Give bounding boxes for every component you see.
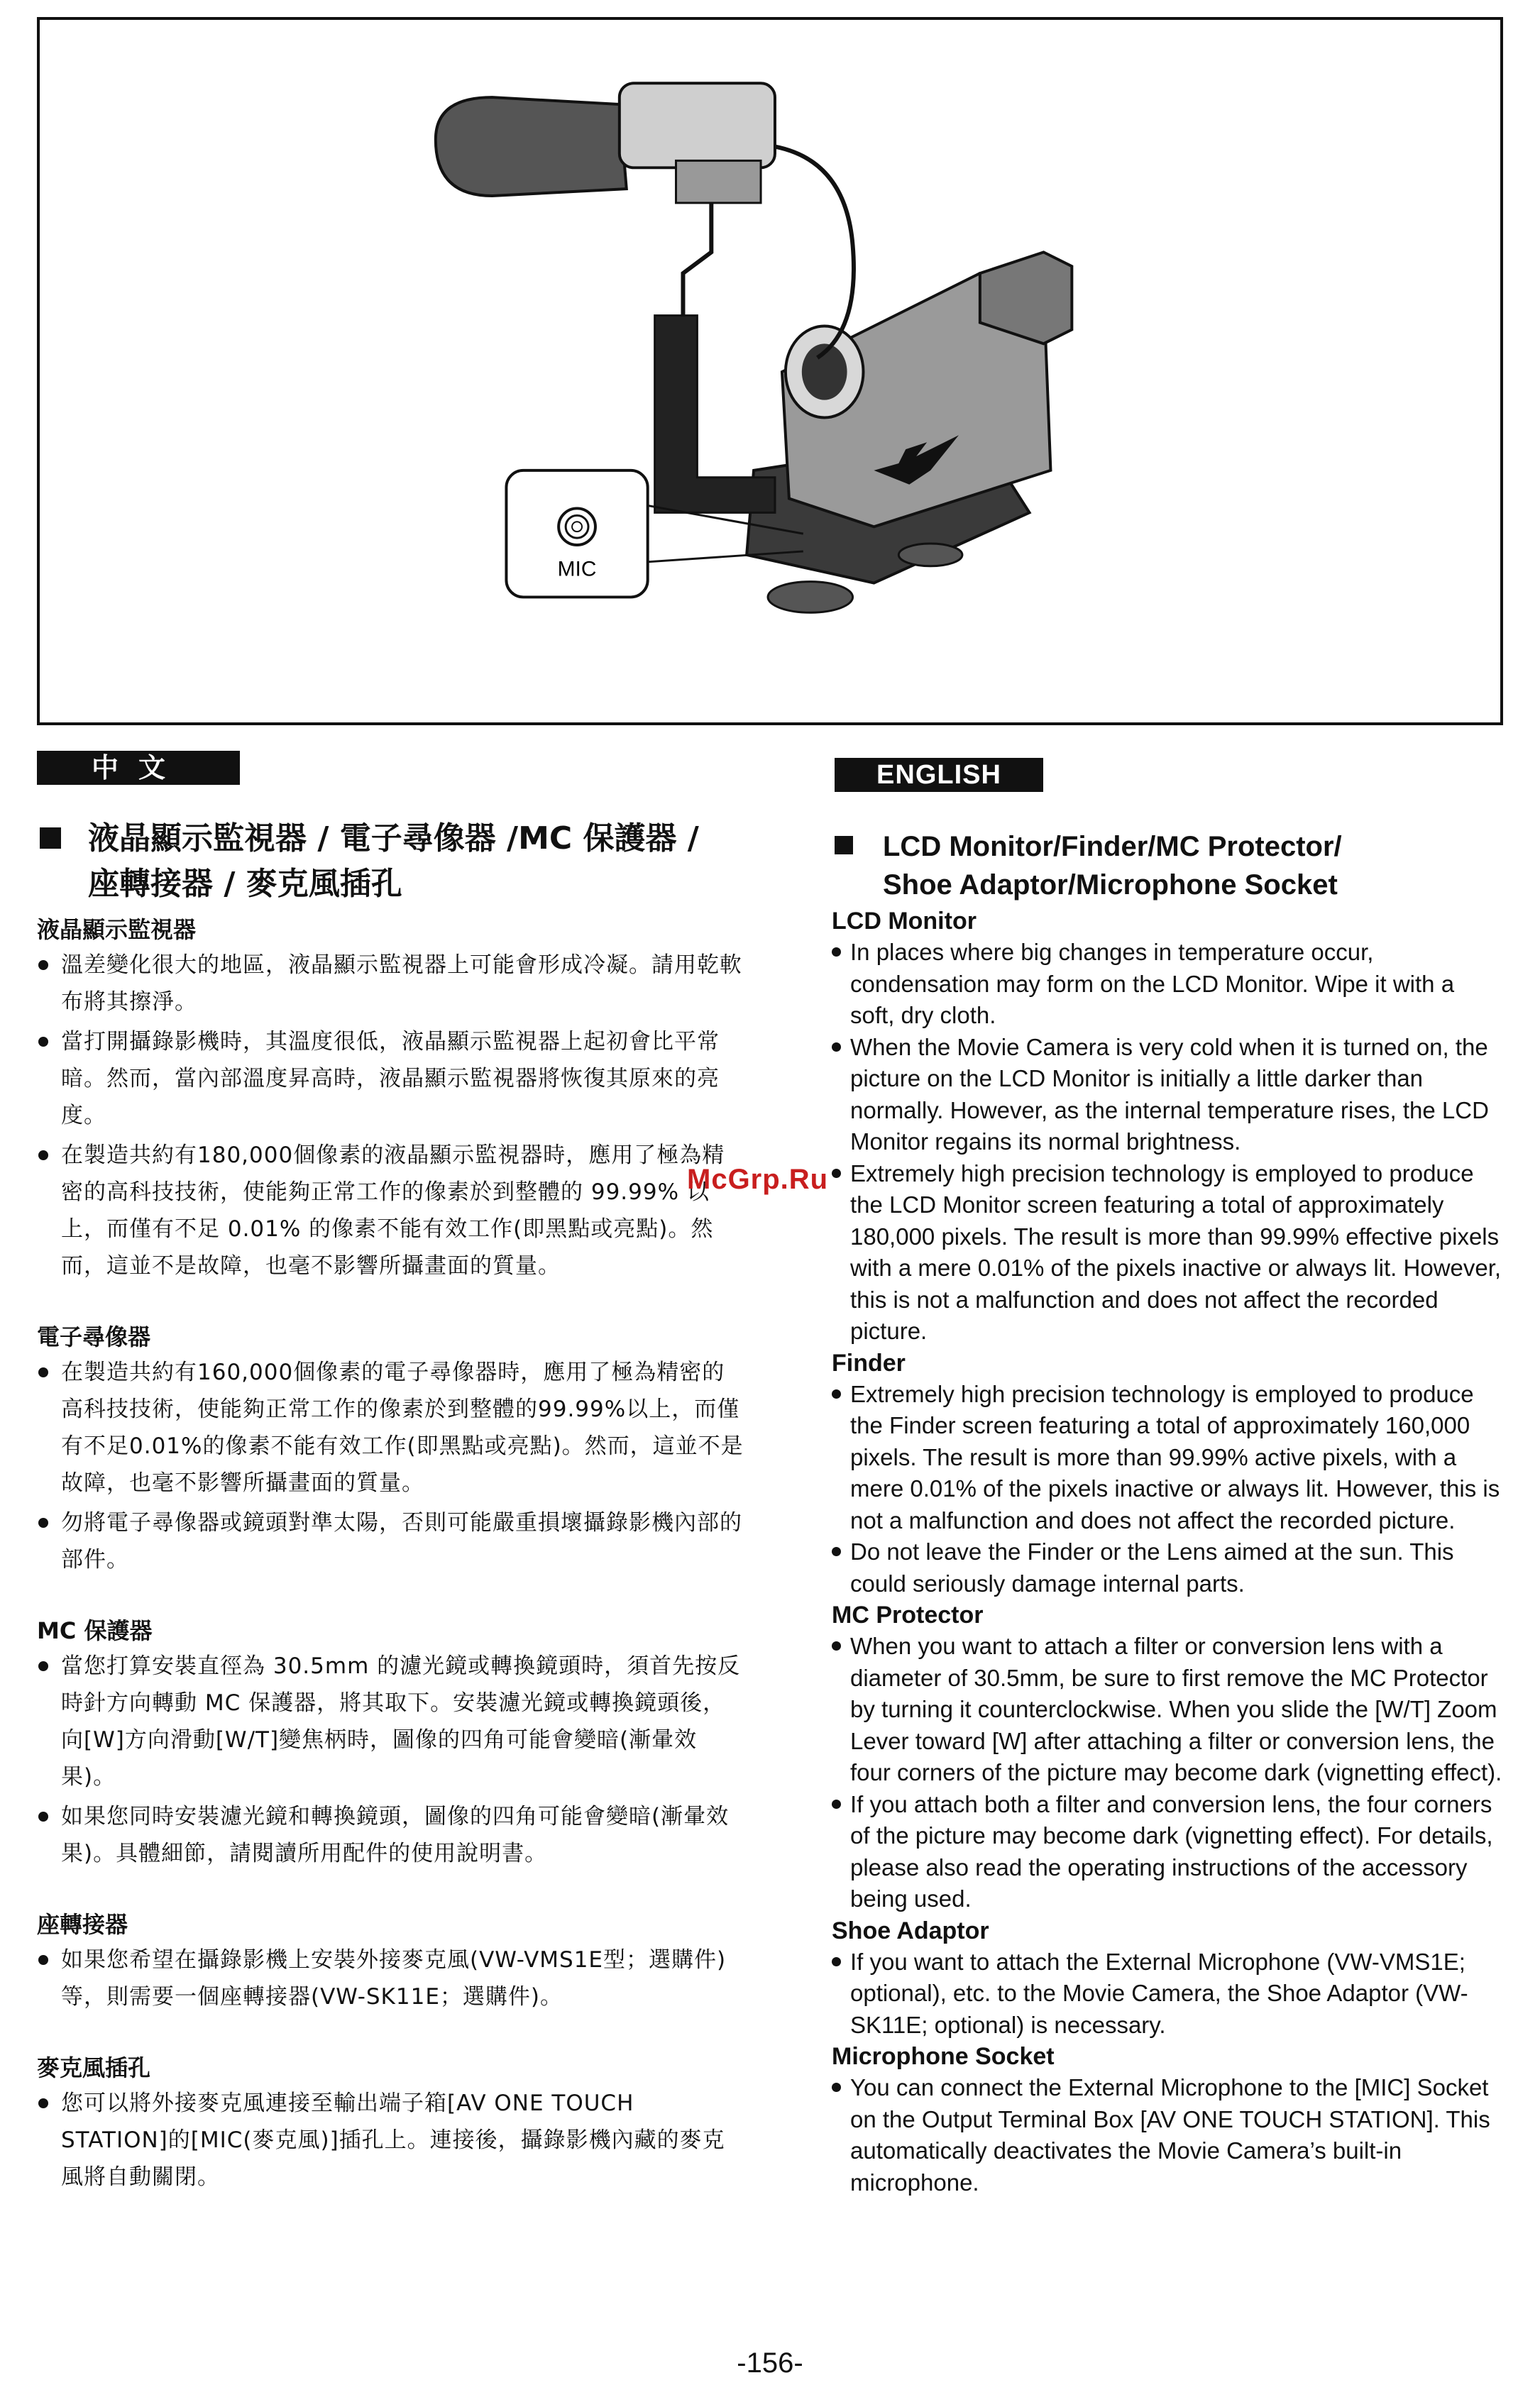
mic-callout-label: MIC (557, 557, 597, 581)
list-item: Extremely high precision technology is employed to produce the LCD Monitor screen featuring a total of approximately 180,000 pixels. The result is more than 99.99% effective pixels with a mere 0.01% of the pixels inactive or always lit. However, this is not a malfunction and does not affect the recorded picture. (832, 1158, 1505, 1348)
chinese-title-line-2: 座轉接器 / 麥克風插孔 (88, 866, 402, 902)
list-item: 如果您同時安裝濾光鏡和轉換鏡頭，圖像的四角可能會變暗(漸暈效果)。具體細節，請閱讀所用配件的使用說明書。 (37, 1798, 747, 1872)
square-bullet-icon (835, 836, 853, 854)
bullet-dot-icon (38, 1367, 48, 1377)
chinese-title-line-1: 液晶顯示監視器 / 電子尋像器 /MC 保護器 / (88, 820, 699, 857)
bullet-dot-icon (832, 1957, 841, 1966)
list-item: In places where big changes in temperature occur, condensation may form on the LCD Monitor. Wipe it with a soft, dry cloth. (832, 937, 1505, 1032)
bullet-dot-icon (832, 2083, 841, 2092)
en-section-heading: LCD Monitor (832, 908, 977, 935)
bullet-dot-icon (832, 1389, 841, 1399)
english-column (832, 827, 1505, 2198)
list-item: Extremely high precision technology is employed to produce the Finder screen featuring a total of approximately 160,000 pixels. The result is more than 99.99% active pixels, with a mere 0.01% of the pixels inactive or always lit. However, this is not a malfunction and does not affect the recorded picture. (832, 1379, 1505, 1537)
list-item: 在製造共約有160,000個像素的電子尋像器時，應用了極為精密的高科技技術，使能夠正常工作的像素於到整體的99.99%以上，而僅有不足0.01%的像素不能有效工作(即黑點或亮點)。然而，這並不是故障，也毫不影響所攝畫面的質量。 (37, 1354, 747, 1502)
bullet-dot-icon (832, 1547, 841, 1556)
zh-section-heading: 座轉接器 (37, 1911, 128, 1938)
english-language-tab: ENGLISH (835, 758, 1043, 792)
watermark: McGrp.Ru (687, 1164, 829, 1195)
list-item: 勿將電子尋像器或鏡頭對準太陽，否則可能嚴重損壞攝錄影機內部的部件。 (37, 1504, 747, 1578)
zh-section-heading: 電子尋像器 (37, 1323, 151, 1350)
list-item: 溫差變化很大的地區，液晶顯示監視器上可能會形成冷凝。請用乾軟布將其擦淨。 (37, 947, 747, 1020)
chinese-language-tab: 中文 (37, 751, 240, 785)
en-section-heading: Shoe Adaptor (832, 1917, 989, 1944)
bullet-dot-icon (38, 1150, 48, 1160)
list-item: 當您打算安裝直徑為 30.5mm 的濾光鏡或轉換鏡頭時，須首先按反時針方向轉動 MC 保護器，將其取下。安裝濾光鏡或轉換鏡頭後，向[W]方向滑動[W/T]變焦柄時，圖像的四角可能會變暗(漸暈效果)。 (37, 1648, 747, 1795)
zh-section-heading: 液晶顯示監視器 (37, 916, 197, 943)
bullet-dot-icon (832, 1169, 841, 1178)
english-title-line-1: LCD Monitor/Finder/MC Protector/ (883, 831, 1342, 862)
bullet-dot-icon (832, 1042, 841, 1052)
bullet-dot-icon (38, 2098, 48, 2108)
list-item: You can connect the External Microphone to the [MIC] Socket on the Output Terminal Box [AV ONE TOUCH STATION]. This automatically deactivates the Movie Camera’s built-in microphone. (832, 2072, 1505, 2198)
bullet-dot-icon (38, 1518, 48, 1528)
list-item: 您可以將外接麥克風連接至輸出端子箱[AV ONE TOUCH STATION]的[MIC(麥克風)]插孔上。連接後，攝錄影機內藏的麥克風將自動關閉。 (37, 2085, 747, 2196)
english-main-title (832, 827, 1505, 904)
zh-section-heading: 麥克風插孔 (37, 2054, 151, 2081)
chinese-column (37, 816, 747, 2198)
chinese-main-title (37, 816, 747, 907)
english-title-line-2: Shoe Adaptor/Microphone Socket (883, 869, 1338, 901)
zh-section-heading: MC 保護器 (37, 1617, 153, 1644)
bullet-dot-icon (832, 947, 841, 957)
figure-box (37, 17, 1503, 725)
en-section-heading: Microphone Socket (832, 2043, 1055, 2070)
en-section-heading: MC Protector (832, 1602, 984, 1629)
list-item: Do not leave the Finder or the Lens aimed at the sun. This could seriously damage internal parts. (832, 1536, 1505, 1599)
list-item: 當打開攝錄影機時，其溫度很低，液晶顯示監視器上起初會比平常暗。然而，當內部溫度昇高時，液晶顯示監視器將恢復其原來的亮度。 (37, 1023, 747, 1134)
square-bullet-icon (40, 827, 61, 849)
list-item: If you want to attach the External Microphone (VW-VMS1E; optional), etc. to the Movie Camera, the Shoe Adaptor (VW-SK11E; optional) is necessary. (832, 1946, 1505, 2042)
list-item: 在製造共約有180,000個像素的液晶顯示監視器時，應用了極為精密的高科技技術，使能夠正常工作的像素於到整體的 99.99% 以上，而僅有不足 0.01% 的像素不能有效工作(即黑點或亮點)。然而，這並不是故障，也毫不影響所攝畫面的質量。 (37, 1137, 747, 1284)
bullet-dot-icon (38, 960, 48, 970)
bullet-dot-icon (38, 1661, 48, 1671)
list-item: 如果您希望在攝錄影機上安裝外接麥克風(VW-VMS1E型；選購件)等，則需要一個座轉接器(VW-SK11E；選購件)。 (37, 1942, 747, 2015)
list-item: When the Movie Camera is very cold when it is turned on, the picture on the LCD Monitor is initially a little darker than normally. However, as the internal temperature rises, the LCD Monitor regains its normal brightness. (832, 1032, 1505, 1158)
bullet-dot-icon (38, 1037, 48, 1047)
bullet-dot-icon (38, 1812, 48, 1822)
camera-illustration (40, 20, 1500, 722)
list-item: When you want to attach a filter or conversion lens with a diameter of 30.5mm, be sure to first remove the MC Protector by turning it counterclockwise. When you slide the [W/T] Zoom Lever toward [W] after attaching a filter or conversion lens, the four corners of the picture may become dark (vignetting effect). (832, 1631, 1505, 1789)
bullet-dot-icon (832, 1641, 841, 1651)
list-item: If you attach both a filter and conversion lens, the four corners of the picture may become dark (vignetting effect). For details, please also read the operating instructions of the accessory being used. (832, 1789, 1505, 1915)
bullet-dot-icon (832, 1800, 841, 1809)
bullet-dot-icon (38, 1955, 48, 1965)
en-section-heading: Finder (832, 1349, 906, 1377)
page-number: -156- (737, 2347, 803, 2379)
